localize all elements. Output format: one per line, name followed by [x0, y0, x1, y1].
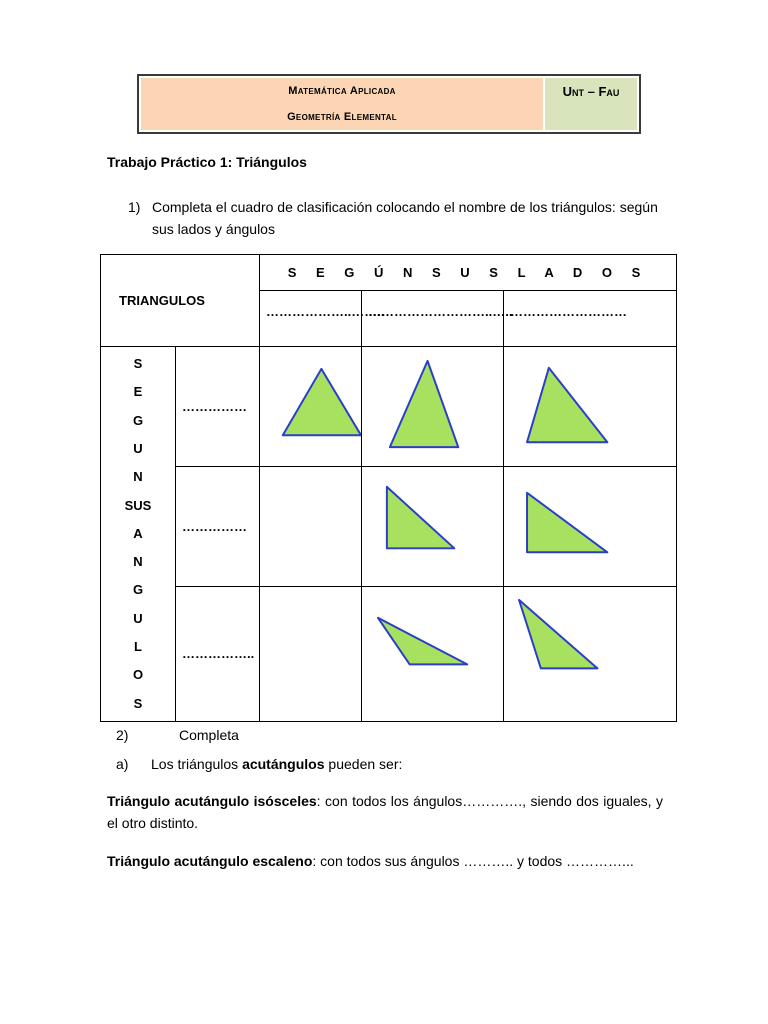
header-right-panel	[545, 78, 637, 130]
cell-obtuse-2	[362, 587, 504, 722]
angles-letter: A	[133, 525, 143, 541]
angles-letter: E	[133, 384, 143, 400]
cell-acute-2	[362, 347, 504, 467]
angles-header	[101, 347, 176, 722]
cell-right-2	[362, 467, 504, 587]
angles-letter: S	[133, 695, 143, 711]
cell-acute-1	[260, 347, 362, 467]
obtuse-scalene-triangle	[504, 587, 676, 721]
header-left-panel	[141, 78, 545, 130]
angles-letter: O	[132, 667, 144, 683]
paragraph-isosceles-text: : con todos los ángulos…………., siendo dos iguales, y el otro distinto.	[107, 793, 663, 831]
angle-blank-1[interactable]: ……………	[176, 347, 260, 467]
page-title: Trabajo Práctico 1: Triángulos	[107, 154, 307, 170]
classification-table	[100, 254, 677, 722]
question-2a-pre: Los triángulos	[151, 756, 243, 772]
question-1-number: 1)	[128, 199, 141, 215]
question-1-text: Completa el cuadro de clasificación colocando el nombre de los triángulos: según sus lados y ángulos	[152, 199, 658, 237]
angles-letter: N	[133, 469, 143, 485]
question-2-text: Completa	[179, 727, 239, 743]
angle-blank-2[interactable]: ……………	[176, 467, 260, 587]
paragraph-scalene-text: : con todos sus ángulos ……….. y todos …………...	[312, 853, 634, 869]
cell-right-3	[504, 467, 677, 587]
angles-letter: L	[134, 639, 142, 655]
question-1	[128, 196, 668, 240]
angles-letter: U	[133, 610, 143, 626]
side-blank-3[interactable]: ………………………	[504, 291, 677, 347]
question-2a-post: pueden ser:	[324, 756, 403, 772]
angles-letter: S	[133, 356, 143, 372]
right-isosceles-triangle	[362, 467, 503, 586]
angle-blank-3[interactable]: ……………​..	[176, 587, 260, 722]
angles-letter: N	[133, 554, 143, 570]
angles-letter: G	[132, 582, 144, 598]
corner-label: TRIANGULOS	[101, 255, 260, 347]
angles-letter: SUS	[124, 497, 152, 513]
subject-label: Matemática Aplicada	[288, 85, 396, 97]
side-blank-1[interactable]: ………………..……..	[260, 291, 362, 347]
sides-header: S E G Ú N S U S L A D O S	[260, 255, 677, 291]
question-2a-bold: acutángulos	[242, 756, 325, 772]
acute-equilateral-triangle	[260, 347, 361, 466]
cell-obtuse-3	[504, 587, 677, 722]
question-2a-number: a)	[116, 756, 129, 772]
paragraph-isosceles-bold: Triángulo acutángulo isósceles	[107, 793, 317, 809]
side-blank-2[interactable]: ………………………..…..	[362, 291, 504, 347]
cell-right-1	[260, 467, 362, 587]
paragraph-isosceles	[107, 790, 663, 834]
acute-scalene-triangle	[504, 347, 676, 466]
acute-isosceles-triangle	[362, 347, 503, 466]
angles-letter: U	[133, 440, 143, 456]
header-box	[137, 74, 641, 134]
paragraph-scalene-bold: Triángulo acutángulo escaleno	[107, 853, 313, 869]
question-2-number: 2)	[116, 727, 129, 743]
obtuse-isosceles-triangle	[362, 587, 503, 721]
cell-acute-3	[504, 347, 677, 467]
question-2a-text	[151, 756, 402, 772]
question-2a	[116, 756, 402, 772]
topic-label: Geometría Elemental	[287, 111, 397, 123]
paragraph-scalene	[107, 850, 663, 872]
angles-letter: G	[132, 412, 144, 428]
cell-obtuse-1	[260, 587, 362, 722]
institution-label: Unt – Fau	[562, 84, 620, 99]
right-scalene-triangle	[504, 467, 676, 586]
question-2	[116, 727, 239, 743]
